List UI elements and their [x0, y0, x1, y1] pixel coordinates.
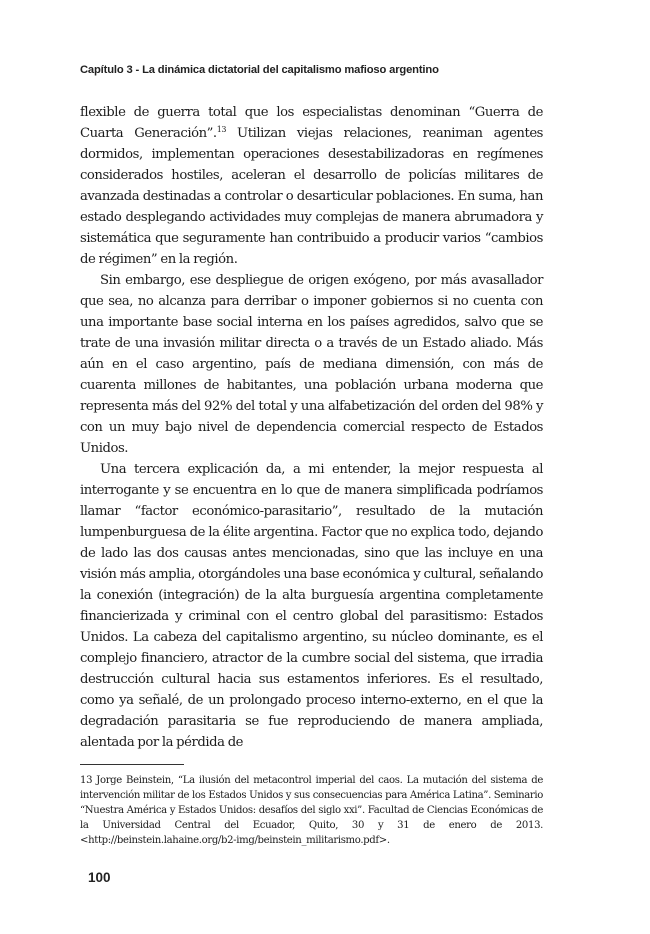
- running-head: Capítulo 3 - La dinámica dictatorial del capitalismo mafioso argentino: [80, 64, 439, 76]
- footnote-number: 13: [80, 775, 93, 786]
- footnote-text: Jorge Beinstein, “La ilusión del metacontrol imperial del caos. La mutación del sistema de intervención militar de los Estados Unidos y sus consecuencias para América Latina”. Seminario “Nuestra América y Estados Unidos: desafíos del siglo xxi”. Facultad de Ciencias Económicas de la Universidad Central del Ecuador, Quito, 30 y 31 de enero de 2013. <http://beinstein.lahaine.org/b2-img/beinstein_militarismo.pdf>.: [80, 775, 543, 846]
- footnote-divider: [80, 764, 184, 765]
- paragraph-2: Sin embargo, ese despliegue de origen exógeno, por más avasallador que sea, no alcanza para derribar o imponer gobiernos si no cuenta con una importante base social interna en los países agredidos, salvo que se trate de una invasión militar directa o a través de un Estado aliado. Más aún en el caso argentino, país de mediana dimensión, con más de cuarenta millones de habitantes, una población urbana moderna que representa más del 92% del total y una alfabetización del orden del 98% y con un muy bajo nivel de dependencia comercial respecto de Estados Unidos.: [80, 273, 543, 456]
- paragraph-1-text-before-note: flexible de guerra total que los especialistas denominan “Guerra de Cuarta Generación”.: [80, 105, 543, 141]
- footnote-reference[interactable]: 13: [216, 125, 226, 134]
- page-number: 100: [88, 870, 111, 885]
- paragraph-3: Una tercera explicación da, a mi entender, la mejor respuesta al interrogante y se encuentra en lo que de manera simplificada podríamos llamar “factor económico-parasitario”, resultado de la mutación lumpenburguesa de la élite argentina. Factor que no explica todo, dejando de lado las dos causas antes mencionadas, sino que las incluye en una visión más amplia, otorgándoles una base económica y cultural, señalando la conexión (integración) de la alta burguesía argentina completamente financierizada y criminal con el centro global del parasitismo: Estados Unidos. La cabeza del capitalismo argentino, su núcleo dominante, es el complejo financiero, atractor de la cumbre social del sistema, que irradia destrucción cultural hacia sus estamentos inferiores. Es el resultado, como ya señalé, de un prolongado proceso interno-externo, en el que la degradación parasitaria se fue reproduciendo de manera ampliada, alentada por la pérdida de: [80, 462, 543, 750]
- footnote: [80, 773, 543, 848]
- paragraph-1-text-after-note: Utilizan viejas relaciones, reaniman agentes dormidos, implementan operaciones desestabilizadoras en regímenes considerados hostiles, aceleran el desarrollo de policías militares de avanzada destinadas a controlar o desarticular poblaciones. En suma, han estado desplegando actividades muy complejas de manera abrumadora y sistemática que seguramente han contribuido a producir varios “cambios de régimen” en la región.: [80, 126, 543, 267]
- paragraph-1: [80, 102, 543, 270]
- body-text: [80, 102, 543, 753]
